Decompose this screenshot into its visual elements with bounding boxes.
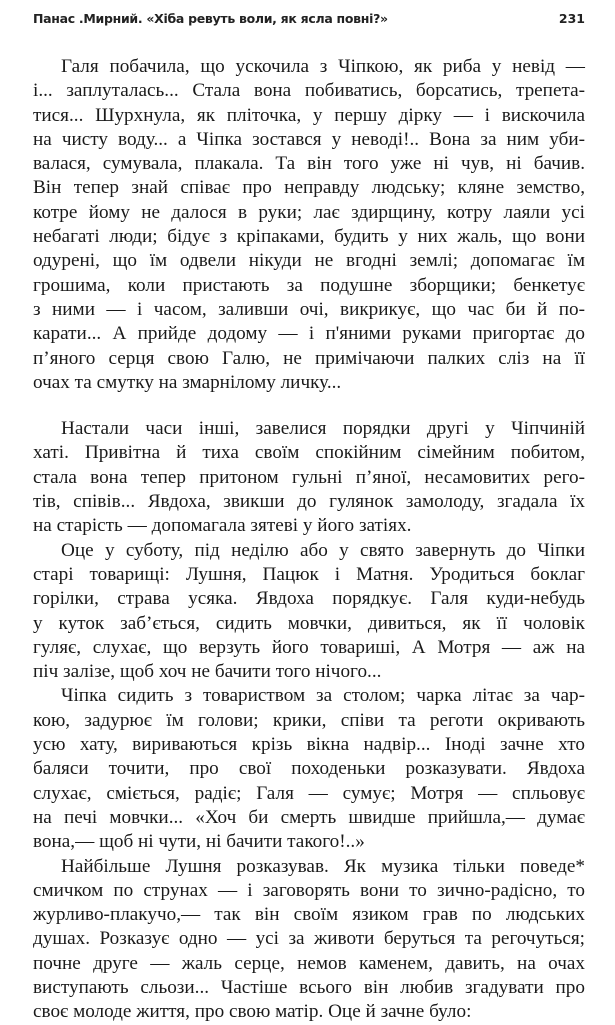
text-line: піч залізе, щоб хоч не бачити того нічого... [33,661,382,683]
text-line: на чисту воду... а Чіпка зостався у неводі!.. Вона за ним уби- [33,128,585,150]
text-line: смичком по струнах — і заговорять вони то зично-радісно, то [33,879,585,901]
paragraph [33,684,585,854]
text-line: Найбільше Лушня розказував. Як музика тільки поведе* [61,855,585,877]
text-line: хаті. Привітна й тиха своїм спокійним сімейним побитом, [33,442,585,464]
text-line: на старість — допомагала зятеві у його затіях. [33,515,412,537]
text-line: у куток заб’ється, сидить мовчки, дивиться, як її чоловік [33,612,585,634]
text-line: горілки, страва усяка. Явдоха порядкує. Галя куди-небудь [33,588,585,610]
text-line: стала вона тепер притоном гульні п’яної, несамовитих рего- [33,466,585,488]
text-line: Оце у суботу, під неділю або у свято завернуть до Чіпки [61,539,585,561]
text-line: журливо-плакучо,— так він своїм язиком грав по людських [33,904,585,926]
text-line: вона,— щоб ні чути, ні бачити такого!..» [33,831,365,853]
text-line: Чіпка сидить з товариством за столом; чарка літає за чар- [61,685,585,707]
text-line: грошима, коли пристають за подушне зборщики; бенкетує [33,274,585,296]
text-line: Настали часи інші, завелися порядки другі у Чіпчиній [61,418,585,440]
page-body [33,55,585,1025]
text-line: почне друге — жаль серце, немов каменем, давить, на очах [33,952,585,974]
text-line: з ними — і часом, заливши очі, викрикує, що час би й по- [33,298,585,320]
text-line: одурені, що їм одвели нікуди не вгодні землі; допомагає їм [33,250,585,272]
text-line: на печі мовчки... «Хоч би смерть швидше прийшла,— думає [33,806,585,828]
page-number: 231 [558,11,585,26]
text-line: душах. Розказує одно — усі за животи беруться та регочуться; [33,928,585,950]
running-header [33,11,585,29]
text-line: баляси точити, про свої походеньки розказувати. Явдоха [33,758,585,780]
text-line: гуляє, слухає, що верзуть його товариші, А Мотря — аж на [33,636,585,658]
header-title: Панас .Мирний. «Хіба ревуть воли, як ясла повні?» [33,11,388,26]
text-line: Він тепер знай співає про неправду людську; кляне земство, [33,177,585,199]
text-line: тися... Шурхнула, як пліточка, у першу дірку — і вискочила [33,104,585,126]
text-line: карати... А прийде додому — і п'яними руками пригортає до [33,323,585,345]
text-line: кою, задурює їм голови; крики, співи та реготи окривають [33,709,585,731]
text-line: валася, сумувала, плакала. Та він того уже ні чув, ні бачив. [33,153,585,175]
text-line: і... заплуталась... Стала вона побиватись, борсатись, трепета- [33,80,585,102]
text-line: п’яного серця свою Галю, не примічаючи палких сліз на її [33,347,585,369]
text-line: тів, співів... Явдоха, звикши до гулянок замолоду, згадала їх [33,491,585,513]
paragraph [33,855,585,1025]
text-line: очах та смутку на змарнілому личку... [33,371,342,393]
text-line: Галя побачила, що ускочила з Чіпкою, як риба у невід — [61,56,585,77]
text-line: котре йому не далося в руки; лає здирщину, котру лаяли усі [33,201,585,223]
text-line: своє молоде життя, про свою матір. Оце й зачне було: [33,1001,472,1023]
text-line: виступають сльози... Частіше всього він любив згадувати про [33,976,585,998]
paragraph [33,417,585,538]
text-line: слухає, сміється, радіє; Галя — сумує; Мотря — спльовує [33,782,585,804]
paragraph [33,539,585,685]
paragraph [33,55,585,395]
text-line: старі товарищі: Лушня, Пацюк і Матня. Уродиться боклаг [33,563,585,585]
text-line: небагаті люди; бідує з кріпаками, будить у них жаль, що вони [33,226,585,248]
text-line: усю хату, вириваються крізь вікна надвір... Іноді зачне хто [33,734,585,756]
